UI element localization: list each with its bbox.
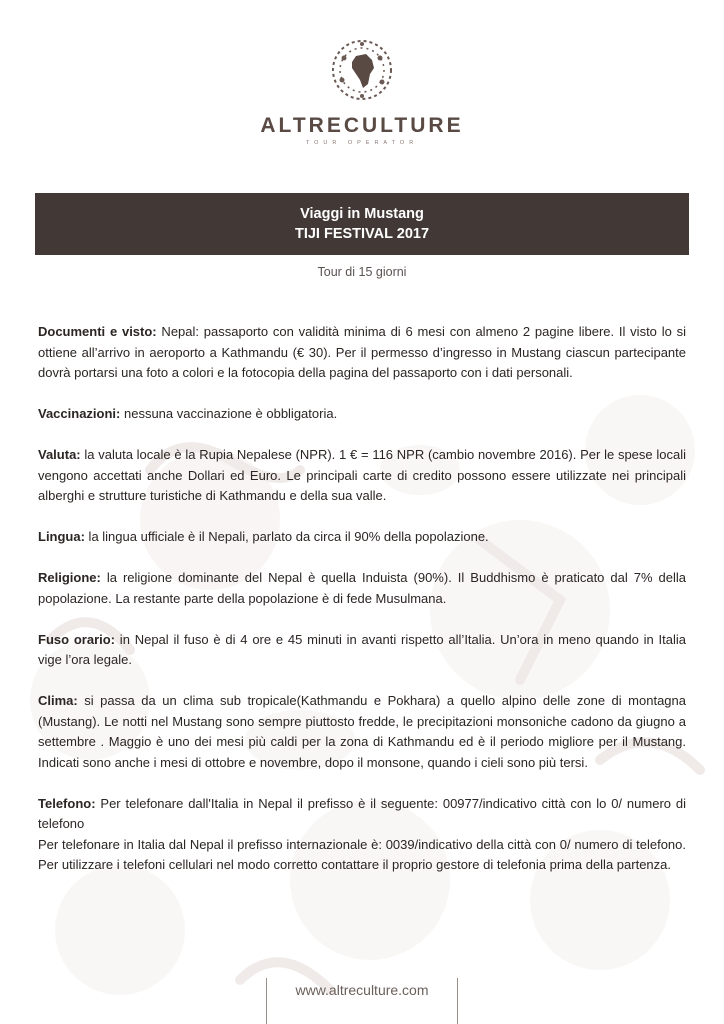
brand-name: ALTRECULTURE <box>260 114 464 137</box>
section-language <box>38 527 686 548</box>
section-label: Telefono: <box>38 795 96 811</box>
section-text: Per telefonare dall'Italia in Nepal il prefisso è il seguente: 00977/indicativo città con lo 0/ numero di telefono <box>38 795 686 831</box>
banner-subtitle: TIJI FESTIVAL 2017 <box>294 226 430 242</box>
section-text: nessuna vaccinazione è obbligatoria. <box>120 406 338 421</box>
tour-duration: Tour di 15 giorni <box>317 265 407 279</box>
section-label: Valuta: <box>38 447 81 462</box>
section-label: Lingua: <box>38 529 85 544</box>
section-text: Nepal: passaporto con validità minima di 6 mesi con almeno 2 pagine libere. Il visto lo si ottiene all’arrivo in aeroporto a Kathmandu (€ 30). Per il permesso d’ingresso in Mustang ciascun partecipante dovrà portarsi una foto a colori e la fotocopia della pagina del passaporto con i dati personali. <box>38 324 686 380</box>
info-content <box>38 322 686 896</box>
section-label: Fuso orario: <box>38 631 116 647</box>
banner-title: Viaggi in Mustang <box>300 206 424 222</box>
section-text: la valuta locale è la Rupia Nepalese (NPR). 1 € = 116 NPR (cambio novembre 2016). Per le spese locali vengono accettati anche Dollari ed Euro. Le principali carte di credito possono essere utilizzate nei principali alberghi e strutture turistiche di Kathmandu e della sua valle. <box>38 447 686 503</box>
footer-website-link[interactable]: www.altreculture.com <box>295 982 429 998</box>
brand-tagline: TOUR OPERATOR <box>305 140 419 146</box>
section-label: Vaccinazioni: <box>38 406 121 421</box>
section-timezone <box>38 630 686 671</box>
section-text: la religione dominante del Nepal è quella Induista (90%). Il Buddhismo è praticato dal 7% della popolazione. La restante parte della popolazione è di fede Musulmana. <box>38 570 686 606</box>
section-text-continued: Per telefonare in Italia dal Nepal il prefisso internazionale è: 0039/indicativo della città con 0/ numero di telefono. Per utilizzare i telefoni cellulari nel modo corretto contattare il proprio gestore di telefonia prima della partenza. <box>38 836 686 872</box>
section-text: la lingua ufficiale è il Nepali, parlato da circa il 90% della popolazione. <box>84 529 489 544</box>
title-banner <box>35 193 689 255</box>
section-documents <box>38 322 686 384</box>
section-religion <box>38 568 686 609</box>
section-label: Clima: <box>38 693 78 708</box>
section-text: in Nepal il fuso è di 4 ore e 45 minuti in avanti rispetto all’Italia. Un’ora in meno quando in Italia vige l’ora legale. <box>38 631 686 667</box>
section-text: si passa da un clima sub tropicale(Kathmandu e Pokhara) a quello alpino delle zone di montagna (Mustang). Le notti nel Mustang sono sempre piuttosto fredde, le precipitazioni monsoniche cadono da giugno a settembre . Maggio è uno dei mesi più caldi per la zona di Kathmandu ed è il periodo migliore per il Mustang. Indicati sono anche i mesi di ottobre e novembre, dopo il monsone, quando i cieli sono più tersi. <box>38 693 686 770</box>
section-vaccinations <box>38 404 686 425</box>
logo <box>0 38 724 102</box>
section-currency <box>38 445 686 507</box>
section-label: Religione: <box>38 570 101 585</box>
section-label: Documenti e visto: <box>38 324 157 339</box>
section-phone <box>38 794 686 876</box>
section-climate <box>38 691 686 773</box>
africa-emblem-icon <box>330 38 394 102</box>
